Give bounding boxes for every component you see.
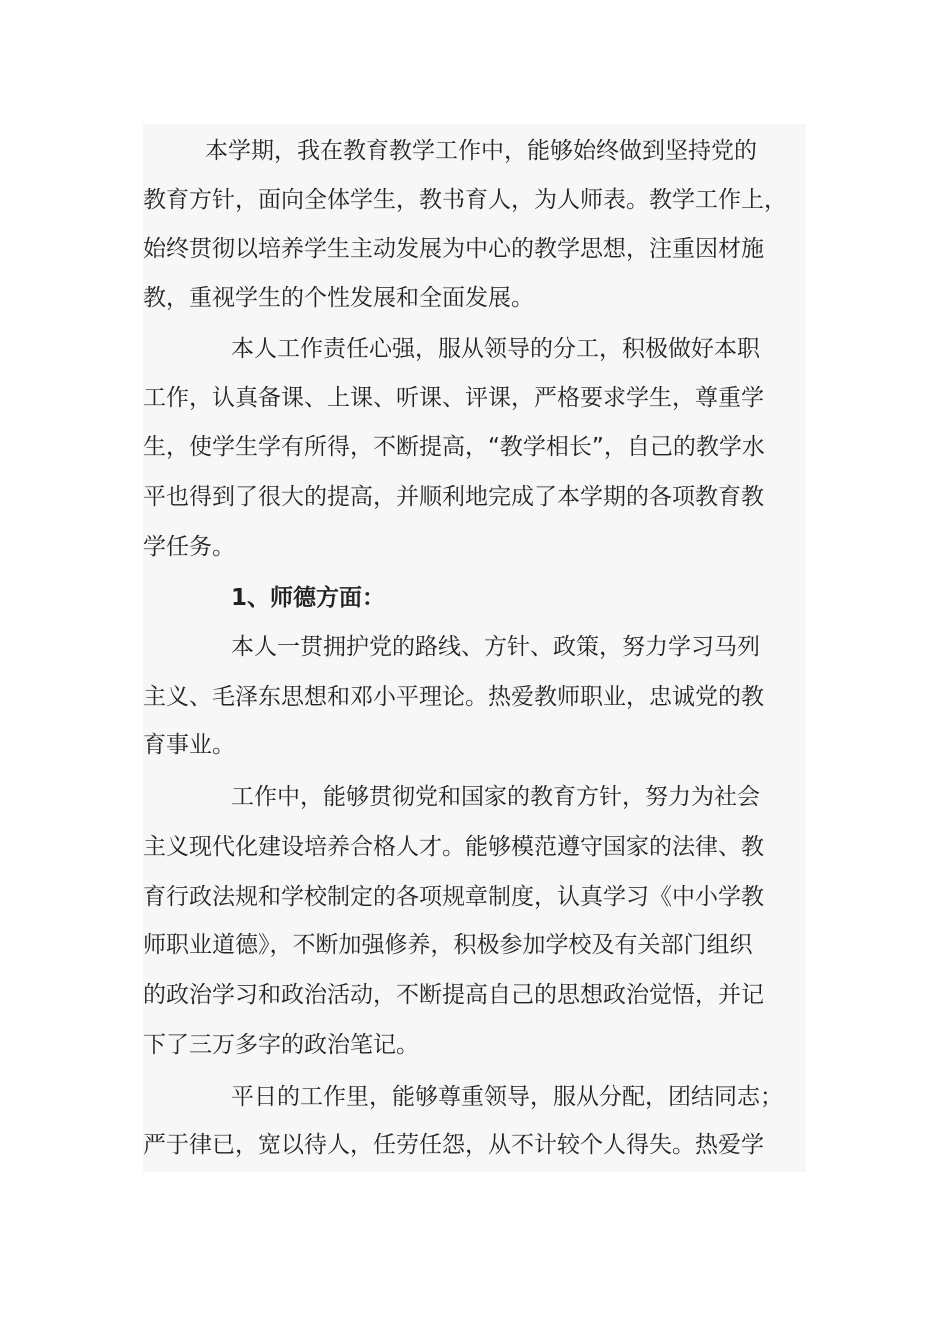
paragraph-line: 育行政法规和学校制定的各项规章制度，认真学习《中小学教: [143, 884, 764, 910]
paragraph-line: 平日的工作里，能够尊重领导，服从分配，团结同志；: [231, 1084, 783, 1110]
paragraph-line: 下了三万多字的政治笔记。: [143, 1032, 419, 1058]
paragraph-line: 育事业。: [143, 732, 235, 758]
section-heading: 1、师德方面：: [231, 585, 386, 611]
paragraph-line: 本学期，我在教育教学工作中，能够始终做到坚持党的: [205, 138, 757, 164]
paragraph-line: 师职业道德》，不断加强修养，积极参加学校及有关部门组织: [143, 932, 753, 958]
paragraph-line: 工作，认真备课、上课、听课、评课，严格要求学生，尊重学: [143, 385, 764, 411]
paragraph-line: 本人一贯拥护党的路线、方针、政策，努力学习马列: [231, 634, 760, 660]
paragraph-line: 平也得到了很大的提高，并顺利地完成了本学期的各项教育教: [143, 484, 764, 510]
paragraph-line: 教，重视学生的个性发展和全面发展。: [143, 285, 534, 311]
document-body: [143, 124, 806, 1172]
paragraph-line: 教育方针，面向全体学生，教书育人，为人师表。教学工作上，: [143, 187, 787, 213]
paragraph-line: 本人工作责任心强，服从领导的分工，积极做好本职: [231, 336, 760, 362]
paragraph-line: 主义、毛泽东思想和邓小平理论。热爱教师职业，忠诚党的教: [143, 684, 764, 710]
paragraph-line: 主义现代化建设培养合格人才。能够模范遵守国家的法律、教: [143, 834, 764, 860]
paragraph-line: 严于律已，宽以待人，任劳任怨，从不计较个人得失。热爱学: [143, 1132, 764, 1158]
paragraph-line: 始终贯彻以培养学生主动发展为中心的教学思想，注重因材施: [143, 236, 764, 262]
paragraph-line: 工作中，能够贯彻党和国家的教育方针，努力为社会: [231, 784, 760, 810]
paragraph-line: 的政治学习和政治活动，不断提高自己的思想政治觉悟，并记: [143, 982, 764, 1008]
paragraph-line: 学任务。: [143, 534, 235, 560]
paragraph-line: 生，使学生学有所得，不断提高，“教学相长”，自己的教学水: [143, 434, 765, 460]
